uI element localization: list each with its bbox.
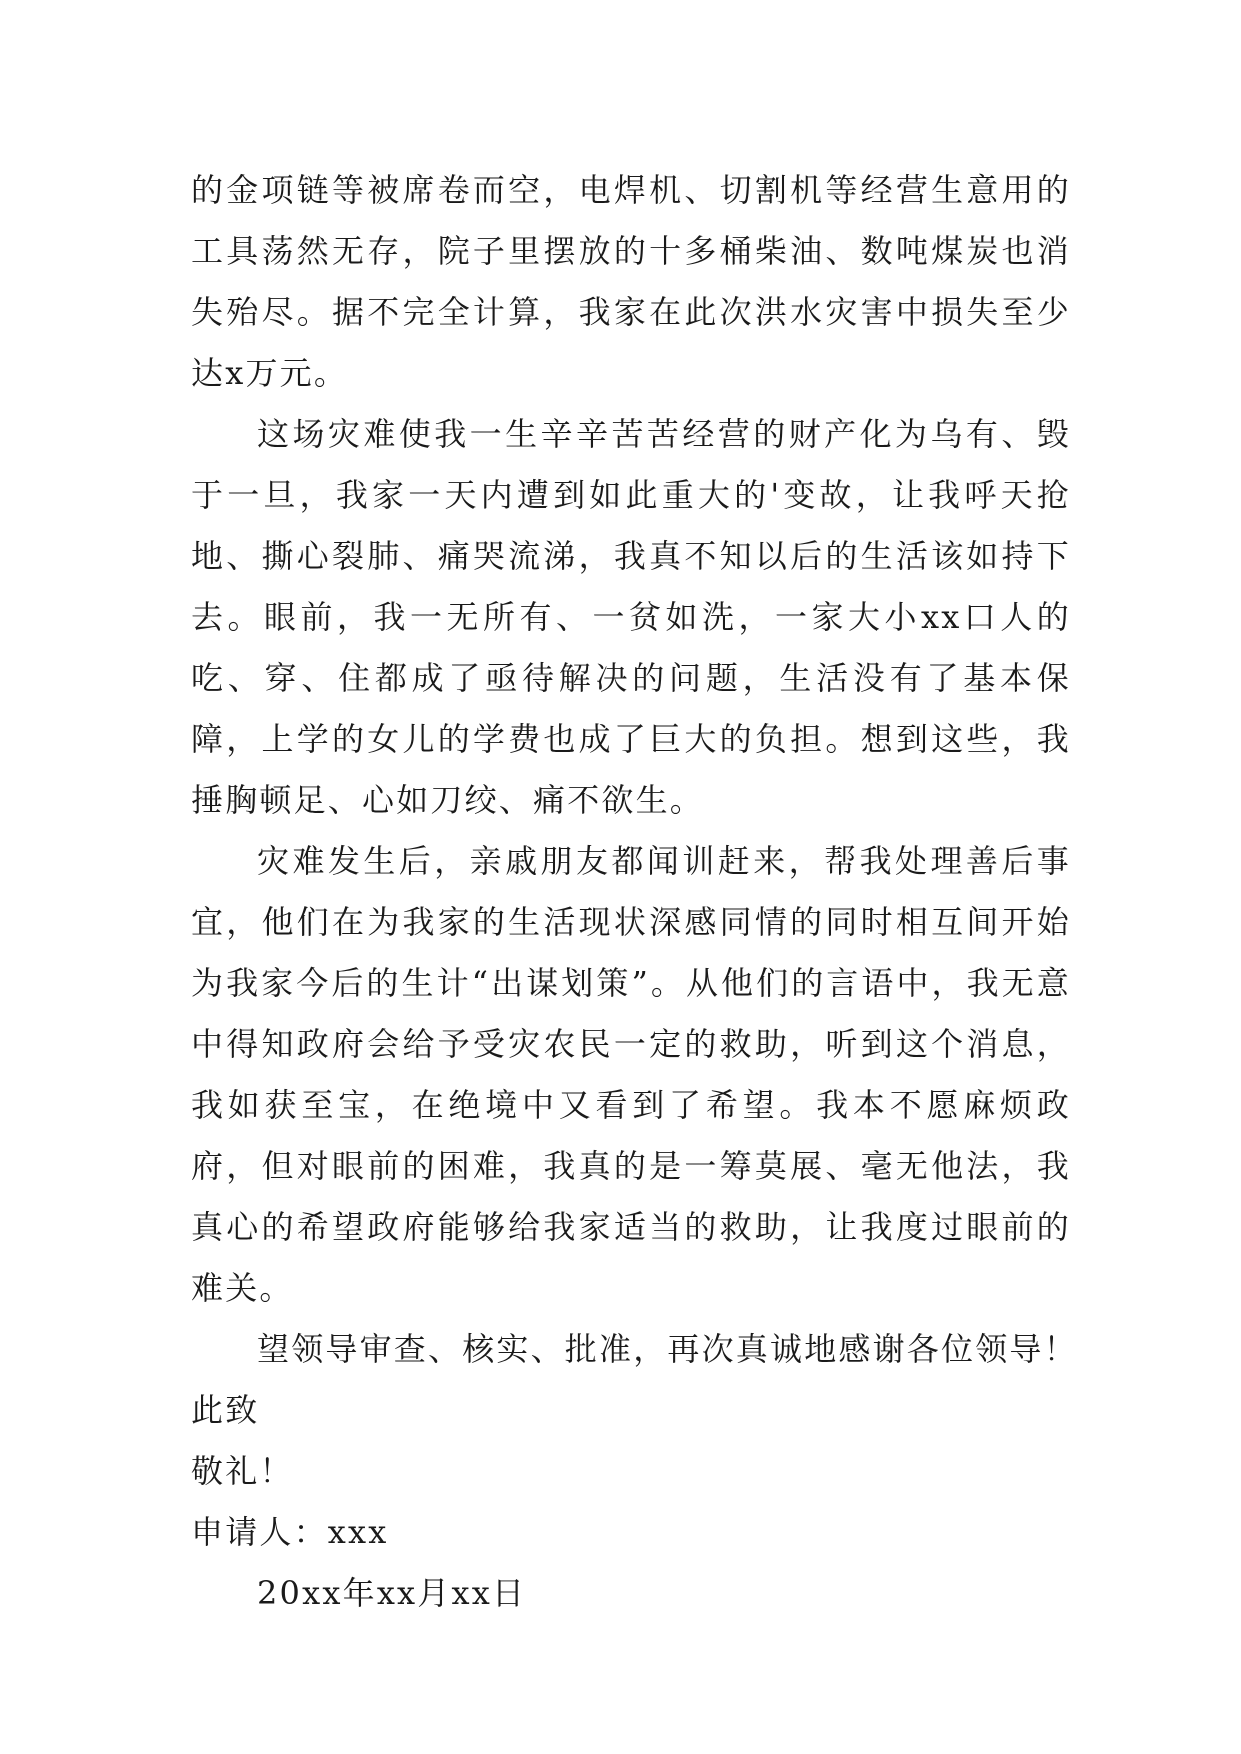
applicant-signature: 申请人：xxx bbox=[191, 1513, 389, 1551]
paragraph-request-reason: 灾难发生后，亲戚朋友都闻训赶来，帮我处理善后事宜，他们在为我家的生活现状深感同情的同时相互间开始为我家今后的生计“出谋划策”。从他们的言语中，我无意中得知政府会给予受灾农民一定的救助，听到这个消息，我如获至宝，在绝境中又看到了希望。我本不愿麻烦政府，但对眼前的困难，我真的是一筹莫展、毫无他法，我真心的希望政府能够给我家适当的救助，让我度过眼前的难关。 bbox=[191, 842, 1071, 1307]
paragraph-disaster-impact: 这场灾难使我一生辛辛苦苦经营的财产化为乌有、毁于一旦，我家一天内遭到如此重大的'变故，让我呼天抢地、撕心裂肺、痛哭流涕，我真不知以后的生活该如持下去。眼前，我一无所有、一贫如洗，一家大小xx口人的吃、穿、住都成了亟待解决的问题，生活没有了基本保障，上学的女儿的学费也成了巨大的负担。想到这些，我捶胸顿足、心如刀绞、痛不欲生。 bbox=[191, 415, 1071, 819]
paragraph-thanks: 望领导审查、核实、批准，再次真诚地感谢各位领导！ bbox=[257, 1330, 1078, 1368]
letter-date: 20xx年xx月xx日 bbox=[257, 1574, 527, 1612]
salutation: 敬礼！ bbox=[191, 1452, 294, 1490]
paragraph-loss-details: 的金项链等被席卷而空，电焊机、切割机等经营生意用的工具荡然无存，院子里摆放的十多桶柴油、数吨煤炭也消失殆尽。据不完全计算，我家在此次洪水灾害中损失至少达x万元。 bbox=[191, 171, 1071, 392]
closing-phrase: 此致 bbox=[191, 1391, 260, 1429]
letter-body bbox=[191, 160, 1078, 1624]
